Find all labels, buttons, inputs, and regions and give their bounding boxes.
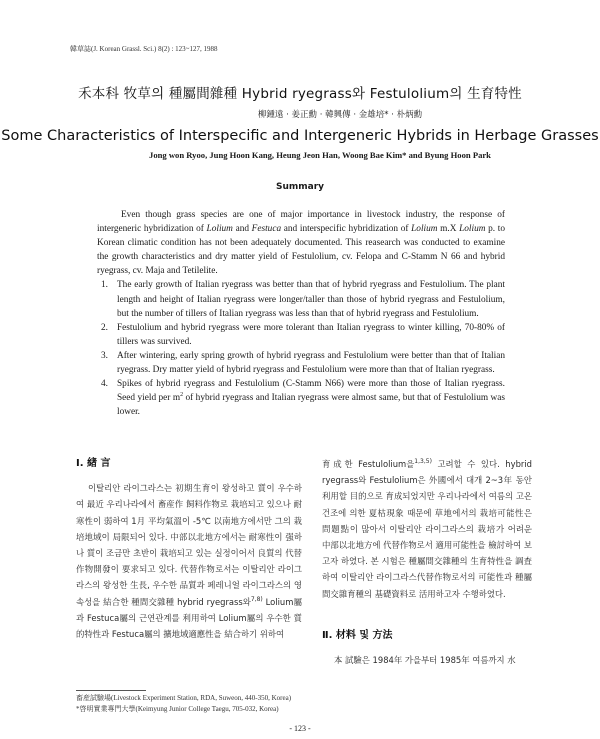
section-heading-methods: Ⅱ. 材料 및 方法 xyxy=(322,629,393,641)
body-text: 고려할 수 있다. hybrid ryegrass와 Festulolium은 外國에서 대개 2~3年 동안 利用할 目的으로 育成되었지만 우리나라에서 여름의 고온 건조에 의한 夏枯現象 때문에 草地에서의 栽培可能性은 問題點이 많아서 이탈리안 라이그라스의 栽培가 어려운 中部以北地方에 代替作物로서 適用可能性을 檢討하여 보고자 하였다. 본 시험은 種屬間交雜種의 生育特性을 調査하여 이탈리안 라이그라스代替作物로서의 可能性과 種屬間交雜育種의 基礎資料로 活用하고자 수행하였다. xyxy=(322,459,532,599)
introduction-continued xyxy=(322,456,532,602)
abstract-text: Even though grass species are one of major importance in livestock industry, the response of intergeneric hybridization of xyxy=(97,210,505,235)
footnote-divider xyxy=(76,690,146,691)
footnote-affiliation-1: 畜産試驗場(Livestock Experiment Station, RDA, Suweon, 440-350, Korea) xyxy=(76,694,292,702)
body-text: 育成한 Festulolium을 xyxy=(322,459,415,469)
finding-text: The early growth of Italian ryegrass was better than that of hybrid ryegrass and Festulolium. The plant length and height of Italian ryegrass were longer/taller than those of hybrid ryegrass and Festulolium, but the number of tillers of Italian ryegrass was less than that of hybrid ryegrass and Festulolium. xyxy=(117,280,505,319)
page-number: - 123 - xyxy=(289,724,311,733)
journal-citation: 韓草誌(J. Korean Grassl. Sci.) 8(2) : 123~127, 1988 xyxy=(70,45,218,53)
footnotes xyxy=(76,693,291,715)
citation-superscript: 7,8) xyxy=(250,595,263,603)
genus-festuca: Festuca xyxy=(251,224,282,235)
finding-text: After wintering, early spring growth of hybrid ryegrass and Festulolium were better than that of Italian ryegrass. Dry matter yield of hybrid ryegrass and Festulolium were more than that of Italian ryegrass. xyxy=(117,350,505,376)
finding-text: of hybrid ryegrass and Italian ryegrass were almost same, but that of Festulolium was lower. xyxy=(117,393,505,418)
abstract-text: and xyxy=(232,224,252,235)
abstract-text: m.X xyxy=(437,224,460,235)
right-column xyxy=(322,456,532,668)
superscript: 2 xyxy=(180,392,184,399)
finding-number: 2. xyxy=(101,322,108,333)
introduction-paragraph xyxy=(76,480,302,642)
english-title: Some Characteristics of Interspecific and Intergeneric Hybrids in Herbage Grasses xyxy=(1,128,599,144)
abstract xyxy=(97,208,505,419)
finding-item xyxy=(97,278,505,320)
abstract-intro xyxy=(97,208,505,278)
methods-paragraph: 本 試驗은 1984年 가을부터 1985年 여름까지 水 xyxy=(334,655,516,666)
finding-item xyxy=(97,349,505,377)
findings-list xyxy=(97,278,505,419)
finding-item xyxy=(97,377,505,419)
finding-number: 4. xyxy=(101,379,108,390)
finding-number: 3. xyxy=(101,350,108,361)
finding-text: Festulolium and hybrid ryegrass were more tolerant than Italian ryegrass to winter killing, 70-80% of tillers was survived. xyxy=(117,322,505,347)
body-text: 이탈리안 라이그라스는 初期生育이 왕성하고 質이 우수하여 最近 우리나라에서 畜産作 飼料作物로 栽培되고 있으나 耐寒性이 弱하여 1月 平均氣溫이 -5℃ 以南地方에서만 그의 栽培地域이 局限되어 있다. 中部以北地方에서는 耐寒性이 强하나 質이 조금만 초반이 栽培되고 있는 실정이어서 良質의 代替作物開發이 要求되고 있다. 代替作物로서는 이탈리안 라이그라스의 왕성한 生長, 우수한 品質과 페레니얼 라이그라스의 영속성을 結合한 種間交雜種 hybrid ryegrass와 xyxy=(76,483,302,607)
abstract-text: p. to Korean climatic condition has not been adequately documented. This reasearch was conducted to examine the growth characteristics and dry matter yield of Festulolium, cv. Felopa and C-Stamm N 66 and hybrid ryegrass, cv. Maja and Tetilelite. xyxy=(97,224,506,277)
footnote-affiliation-2: *啓明實業專門大學(Keimyung Junior College Taegu, 705-032, Korea) xyxy=(76,705,279,713)
genus-lolium: Lolium xyxy=(206,224,233,235)
genus-lolium: Lolium xyxy=(459,224,486,235)
left-column xyxy=(76,456,302,642)
korean-title: 禾本科 牧草의 種屬間雜種 Hybrid ryegrass와 Festulolium의 生育特性 xyxy=(78,86,522,102)
citation-superscript: 1,3,5) xyxy=(414,458,432,466)
abstract-text: and interspecific hybridization of xyxy=(281,224,412,235)
body-text: Lolium屬과 Festuca屬의 근연관계를 利用하여 Lolium屬의 우수한 質的特性과 Festuca屬의 擴地域適應性을 結合하기 위하여 xyxy=(76,596,302,640)
section-heading-introduction: Ⅰ. 緖 言 xyxy=(76,458,111,469)
finding-number: 1. xyxy=(101,280,108,291)
genus-lolium: Lolium xyxy=(411,224,438,235)
finding-text: Spikes of hybrid ryegrass and Festulolium (C-Stamm N66) were more than those of Italian ryegrass. Seed yield per m xyxy=(117,379,505,404)
summary-heading: Summary xyxy=(275,182,325,192)
korean-authors: 柳鍾遠 · 姜正勳 · 韓興傳 · 金雄培* · 朴炳勳 xyxy=(257,110,423,120)
finding-item xyxy=(97,321,505,349)
english-authors: Jong won Ryoo, Jung Hoon Kang, Heung Jeon Han, Woong Bae Kim* and Byung Hoon Park xyxy=(149,150,491,160)
